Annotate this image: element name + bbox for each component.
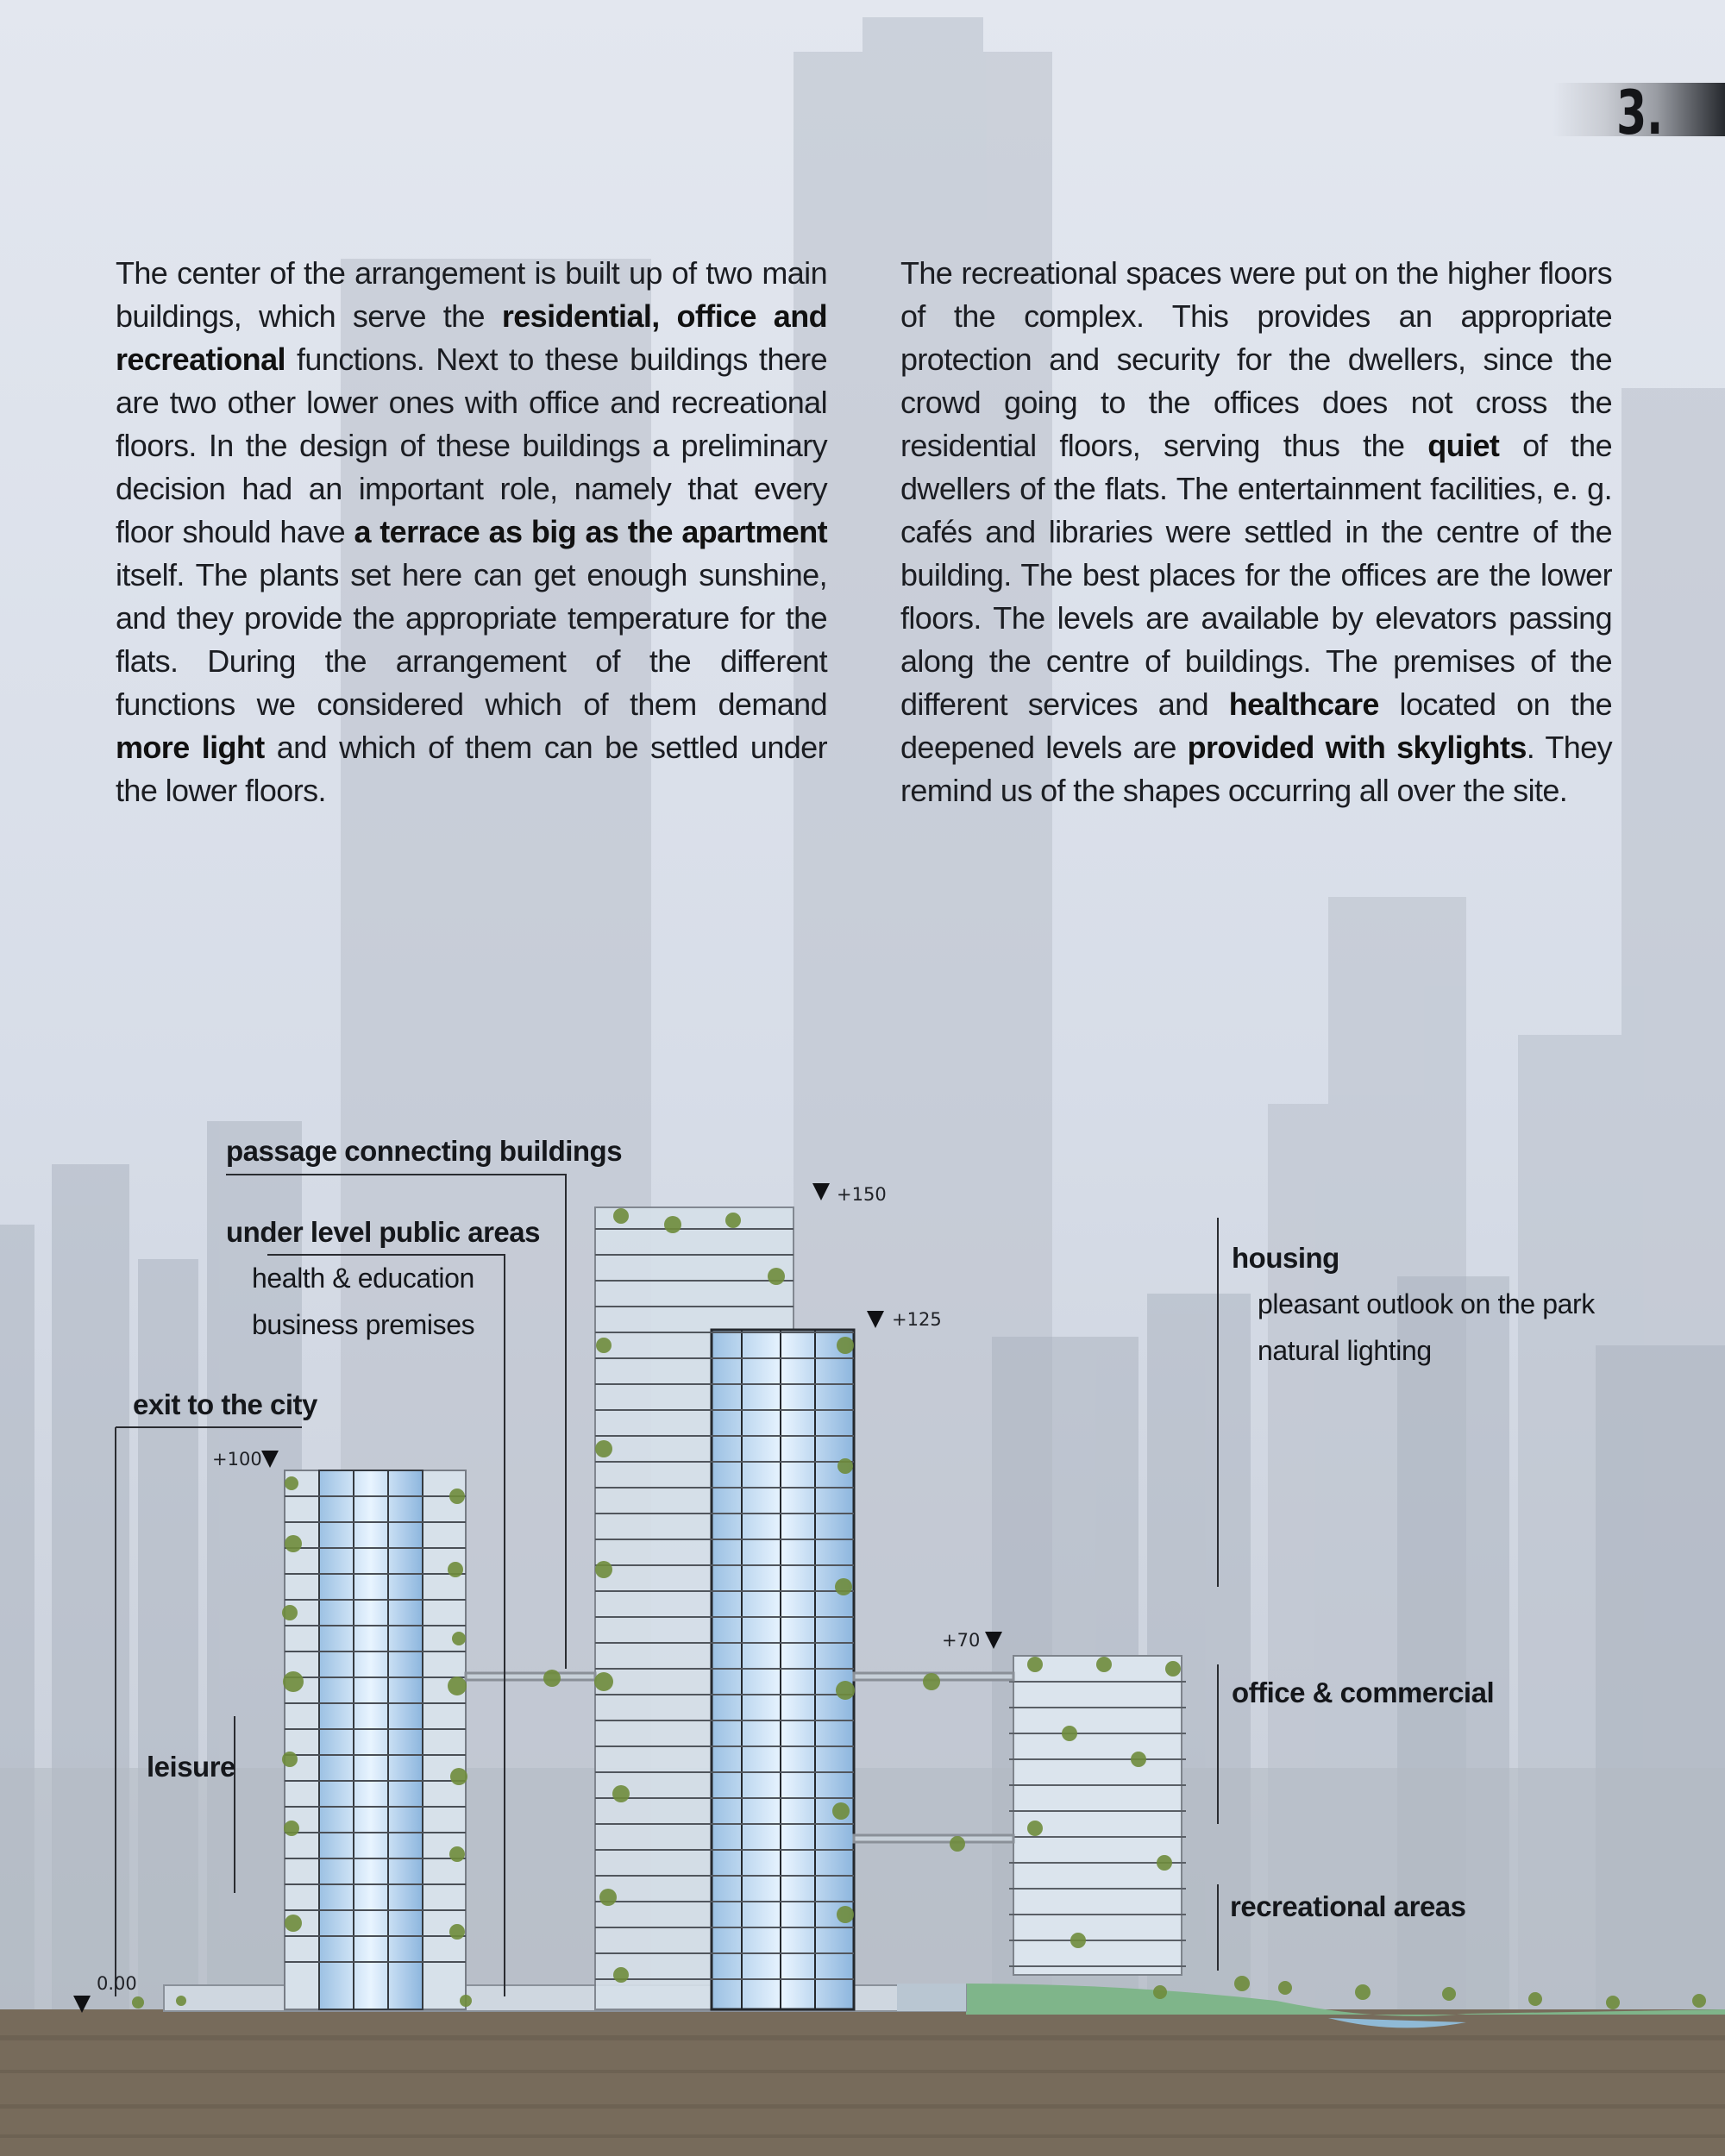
label-housing: housing [1232, 1242, 1339, 1274]
paragraph-text: located on the deepened levels are [900, 686, 1613, 765]
level-125: +125 [892, 1309, 942, 1330]
paragraph-text: . They remind us of the shapes occurring all over the site. [900, 730, 1613, 808]
label-exit: exit to the city [133, 1388, 317, 1420]
paragraph-text: itself. The plants set here can get enough sunshine, and they provide the appropriate temperature for the flats. During the arrangement of the different functions we considered which of them demand [116, 557, 827, 722]
page-number-tab [1552, 78, 1725, 148]
emphasis-text: a terrace as big as the apartment [354, 514, 828, 549]
paragraph-text: functions. Next to these buildings there are two other lower ones with office and recreational floors. In the design of these buildings a preliminary decision had an important role, namely that every floor should have [116, 342, 827, 549]
level-150: +150 [837, 1184, 887, 1205]
emphasis-text: quiet [1427, 428, 1500, 463]
emphasis-text: more light [116, 730, 265, 765]
page-number: 3. [1615, 78, 1663, 148]
label-leisure: leisure [147, 1751, 235, 1783]
level-100: +100 [212, 1449, 262, 1470]
paragraph-text: The recreational spaces were put on the higher floors of the complex. This provides an appropriate protection and security for the dwellers, since the crowd going to the offices does not cross the residential floors, serving thus the [900, 255, 1612, 463]
label-passage: passage connecting buildings [226, 1135, 623, 1167]
emphasis-text: residential, office and recreational [116, 298, 827, 377]
text-column-right [900, 252, 1612, 812]
paragraph-text: of the dwellers of the flats. The entertainment facilities, e. g. cafés and libraries were settled in the centre of the building. The best places for the offices are the lower floors. The levels are available by elevators passing along the centre of buildings. The premises of the different services and [900, 428, 1613, 722]
text-column-left [116, 252, 827, 812]
label-business: business premises [252, 1309, 475, 1340]
level-0: 0.00 [97, 1973, 137, 1994]
label-health: health & education [252, 1263, 474, 1294]
level-70: +70 [942, 1630, 981, 1651]
label-under-level: under level public areas [226, 1216, 540, 1248]
paragraph-text: The center of the arrangement is built up of two main buildings, which serve the [116, 255, 827, 334]
label-outlook: pleasant outlook on the park [1258, 1288, 1595, 1319]
label-office: office & commercial [1232, 1677, 1495, 1708]
emphasis-text: provided with skylights [1187, 730, 1527, 765]
emphasis-text: healthcare [1228, 686, 1379, 722]
building-a [285, 1470, 466, 2009]
label-lighting: natural lighting [1258, 1335, 1432, 1366]
label-recreational: recreational areas [1230, 1890, 1466, 1922]
paragraph-text: and which of them can be settled under the lower floors. [116, 730, 827, 808]
